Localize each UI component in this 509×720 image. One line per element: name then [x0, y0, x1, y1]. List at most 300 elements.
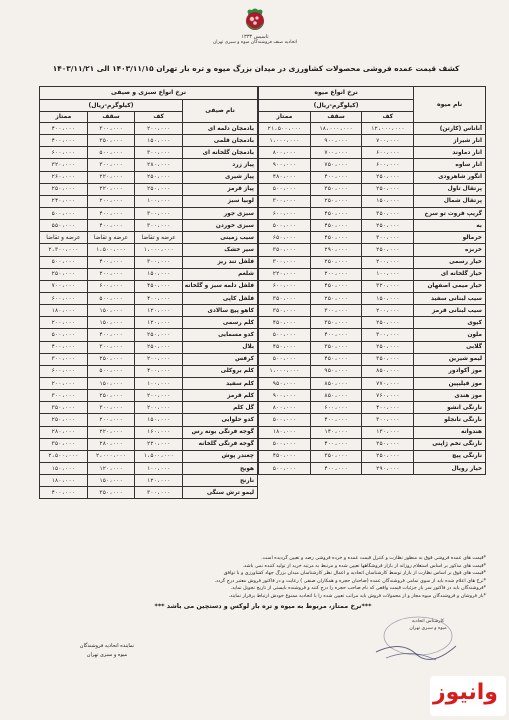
table-row [259, 414, 486, 426]
table-row [259, 147, 486, 159]
fruit-item-name: سیب لبنانی قرمز [414, 305, 486, 317]
fruit-price-premium: ۶۰۰،۰۰۰ [259, 207, 311, 219]
table-row [40, 292, 258, 304]
veg-price-premium: ۶۰۰،۰۰۰ [40, 365, 88, 377]
fruit-col-name-header: نام میوه [414, 87, 486, 123]
veg-price-premium: ۱۸۰،۰۰۰ [40, 475, 88, 487]
table-row [40, 171, 258, 183]
veg-price-premium: ۲۰۰،۰۰۰ [40, 377, 88, 389]
veg-item-name: سبزی جور [183, 207, 258, 219]
fruit-price-max: ۹۵۰،۰۰۰ [310, 365, 362, 377]
table-row [259, 232, 486, 244]
fruit-price-min: ۱۵۰،۰۰۰ [362, 195, 414, 207]
veg-price-max: ۱۵۰،۰۰۰ [87, 305, 135, 317]
table-row [40, 123, 258, 135]
veg-price-min: ۲۵۰،۰۰۰ [135, 341, 183, 353]
veg-price-max: ۳۰۰،۰۰۰ [87, 159, 135, 171]
fruit-price-premium: ۵۰۰،۰۰۰ [259, 414, 311, 426]
veg-price-max: ۱۵۰،۰۰۰ [87, 317, 135, 329]
veg-price-max: ۳۵۰،۰۰۰ [87, 135, 135, 147]
fruit-price-premium: ۳۰۰،۰۰۰ [259, 256, 311, 268]
fruit-price-max: ۲۵۰،۰۰۰ [310, 195, 362, 207]
veg-group-title: نرخ انواع سبزی و صیفی [40, 87, 258, 100]
table-row [259, 450, 486, 462]
table-row [40, 220, 258, 232]
table-row [40, 147, 258, 159]
fruit-price-min: ۴۰۰،۰۰۰ [362, 402, 414, 414]
veg-price-max: ۳۵۰،۰۰۰ [87, 487, 135, 499]
fruit-price-max: ۶۰۰،۰۰۰ [310, 402, 362, 414]
table-row [40, 402, 258, 414]
veg-item-name: بلال [183, 341, 258, 353]
fruit-item-name: انار ساوه [414, 159, 486, 171]
fruit-price-min: ۷۷۰،۰۰۰ [362, 377, 414, 389]
veg-price-min: ۱۵۰،۰۰۰ [135, 268, 183, 280]
veg-price-min: ۱۰۰،۰۰۰ [135, 377, 183, 389]
veg-price-max: ۲۵۰،۰۰۰ [87, 390, 135, 402]
logo-year: تاسیس ۱۳۳۳ [241, 34, 269, 40]
fruit-price-min: ۸۵۰،۰۰۰ [362, 365, 414, 377]
table-row [40, 195, 258, 207]
fruit-price-max: ۹۰۰،۰۰۰ [310, 135, 362, 147]
table-row [259, 329, 486, 341]
table-row [40, 377, 258, 389]
veg-item-name: چغندر پوش [183, 450, 258, 462]
veg-price-premium: ۳۲۰،۰۰۰ [40, 159, 88, 171]
veg-price-max: ۴۰۰،۰۰۰ [87, 256, 135, 268]
table-row [40, 462, 258, 474]
note-line: *فروشندگان باید در فاکتور سر بار جزئیات قیمت واقعی که نام صاحب حجره را درج کنند و فروشنده بایستی از تاریخ تحویل نماید. [230, 586, 486, 592]
table-row [259, 195, 486, 207]
veg-price-premium: ۲۵۰،۰۰۰ [40, 268, 88, 280]
vegetable-price-table [39, 86, 258, 499]
table-row [40, 207, 258, 219]
table-row [40, 475, 258, 487]
fruit-item-name: انار دماوند [414, 147, 486, 159]
fruit-price-max: ۴۵۰،۰۰۰ [310, 353, 362, 365]
veg-price-max: ۱۲۰،۰۰۰ [87, 462, 135, 474]
veg-price-min: ۲۰۰،۰۰۰ [135, 353, 183, 365]
veg-supply-demand-cell: عرضه و تقاضا [87, 232, 135, 244]
note-line: *قیمت های فوق بر اساس نظارت از بازار توسط کارشناسان اتحادیه و اعمال نظر کارشناسان میدان بزرگ جهاد کشاورزی و با توافق [223, 571, 486, 577]
fruit-price-max: ۴۰۰،۰۰۰ [310, 438, 362, 450]
representative-union: میوه و سبزی تهران [86, 652, 128, 658]
expert-title: کارشناس اتحادیه [411, 619, 445, 624]
fruit-price-min: ۳۵۰،۰۰۰ [362, 353, 414, 365]
fruit-item-name: پرتقال تاول [414, 183, 486, 195]
fruit-price-max: ۲۵۰،۰۰۰ [310, 292, 362, 304]
fruit-price-max: ۳۰۰،۰۰۰ [310, 305, 362, 317]
fruit-item-name: خیار گلخانه ای [414, 268, 486, 280]
veg-price-premium: ۲،۵۰۰،۰۰۰ [40, 450, 88, 462]
note-line: *نرخ های اعلام شده باید از سوی تمامی فروشندگان عمده (صاحبان حجره و همکاران صنفی ) رعایت و در فاکتور فروش معتبر درج گردد. [214, 578, 486, 584]
veg-price-premium: ۳۵۰،۰۰۰ [40, 402, 88, 414]
veg-price-min: ۳۰۰،۰۰۰ [135, 220, 183, 232]
veg-price-min: ۴۰۰،۰۰۰ [135, 292, 183, 304]
veg-price-premium: ۲۶۰،۰۰۰ [40, 171, 88, 183]
veg-price-min: ۱،۰۰۰،۰۰۰ [135, 244, 183, 256]
veg-price-premium: ۵۰۰،۰۰۰ [40, 329, 88, 341]
veg-price-min: ۲۸۰،۰۰۰ [135, 159, 183, 171]
fruit-price-max: ۴۵۰،۰۰۰ [310, 220, 362, 232]
union-logo [212, 4, 298, 62]
fruit-item-name: نارنگی پیچ [414, 450, 486, 462]
fruit-price-premium: ۲۱،۵۰۰،۰۰۰ [259, 123, 311, 135]
veg-price-max: ۴۰۰،۰۰۰ [87, 329, 135, 341]
fruit-price-max: ۴۰۰،۰۰۰ [310, 414, 362, 426]
veg-price-min: ۲۲۰،۰۰۰ [135, 438, 183, 450]
table-row [259, 402, 486, 414]
veg-price-min: ۳۰۰،۰۰۰ [135, 256, 183, 268]
veg-price-min: ۲۰۰،۰۰۰ [135, 123, 183, 135]
veg-price-premium: ۴۰۰،۰۰۰ [40, 487, 88, 499]
fruit-item-name: موز آکوادور [414, 365, 486, 377]
fruit-price-min: ۷۶۰،۰۰۰ [362, 390, 414, 402]
veg-item-name: گوجه فرنگی بوته رس [183, 426, 258, 438]
veg-item-name: فلفل دلمه سبز و گلخانه [183, 280, 258, 292]
table-row [259, 365, 486, 377]
veg-item-name: سیر خشک [183, 244, 258, 256]
fruit-price-min: ۱۰۰،۰۰۰ [362, 268, 414, 280]
table-row [40, 159, 258, 171]
table-row [259, 135, 486, 147]
veg-item-name: پیاز شیری [183, 171, 258, 183]
fruit-price-premium: ۳۵۰،۰۰۰ [259, 305, 311, 317]
veg-price-min: ۳۰۰،۰۰۰ [135, 147, 183, 159]
veg-item-name: کلم قرمز [183, 390, 258, 402]
table-row [259, 353, 486, 365]
veg-price-premium: ۳۰۰،۰۰۰ [40, 353, 88, 365]
fruit-price-max: ۲۵۰،۰۰۰ [310, 256, 362, 268]
fruit-item-name: انگور شاهرودی [414, 171, 486, 183]
fruit-price-premium: ۳۵۰،۰۰۰ [259, 292, 311, 304]
fruit-price-min: ۲۰۰،۰۰۰ [362, 305, 414, 317]
veg-price-min: ۲۰۰،۰۰۰ [135, 402, 183, 414]
fruit-price-min: ۳۰۰،۰۰۰ [362, 414, 414, 426]
veg-price-max: ۱،۵۰۰،۰۰۰ [87, 244, 135, 256]
veg-price-max: ۱۵۰،۰۰۰ [87, 377, 135, 389]
fruit-price-min: ۲۵۰،۰۰۰ [362, 244, 414, 256]
veg-supply-demand-cell: عرضه و تقاضا [135, 232, 183, 244]
fruit-col-max-header: سقف [310, 112, 362, 123]
veg-price-max: ۲۰۰،۰۰۰ [87, 414, 135, 426]
veg-item-name: فلفل کاپی [183, 292, 258, 304]
fruit-price-max: ۱۴۰،۰۰۰ [310, 426, 362, 438]
table-row [40, 280, 258, 292]
fruit-item-name: گلابی [414, 341, 486, 353]
veg-price-premium: ۷۰۰،۰۰۰ [40, 280, 88, 292]
fruit-price-min: ۲۵۰،۰۰۰ [362, 450, 414, 462]
fruit-price-max: ۸۵۰،۰۰۰ [310, 390, 362, 402]
veg-price-premium: ۲۵۰،۰۰۰ [40, 183, 88, 195]
veg-item-name: گل کلم [183, 402, 258, 414]
veg-item-name: سیب زمینی [183, 232, 258, 244]
fruit-price-max: ۴۰۰،۰۰۰ [310, 329, 362, 341]
veg-price-max: ۴۰۰،۰۰۰ [87, 207, 135, 219]
table-row [40, 256, 258, 268]
table-row [40, 414, 258, 426]
veg-price-min: ۲۵۰،۰۰۰ [135, 171, 183, 183]
notes-section [40, 555, 486, 601]
fruit-price-max: ۸۵۰،۰۰۰ [310, 377, 362, 389]
logo-union-name: اتحادیه صنف فروشندگان میوه و سبزی تهران [212, 40, 298, 45]
table-row [259, 183, 486, 195]
fruit-price-premium: ۵۰۰،۰۰۰ [259, 220, 311, 232]
veg-item-name: کدو مسمایی [183, 329, 258, 341]
fruit-price-min: ۲۵۰،۰۰۰ [362, 317, 414, 329]
pomegranate-logo-icon [240, 4, 270, 34]
table-row [259, 280, 486, 292]
table-row [259, 462, 486, 474]
veg-unit-label: (کیلوگرم-ریال) [40, 100, 183, 112]
fruit-price-max: ۳۵۰،۰۰۰ [310, 450, 362, 462]
fruit-price-min: ۳۰۰،۰۰۰ [362, 329, 414, 341]
table-row [40, 317, 258, 329]
veg-supply-demand-cell: عرضه و تقاضا [40, 232, 88, 244]
veg-price-max: ۲،۰۰۰،۰۰۰ [87, 450, 135, 462]
fruit-price-min: ۲۵۰،۰۰۰ [362, 183, 414, 195]
fruit-price-premium: ۴۵۰،۰۰۰ [259, 341, 311, 353]
veg-price-premium: ۵۰۰،۰۰۰ [40, 256, 88, 268]
veg-price-premium: ۶۰۰،۰۰۰ [40, 147, 88, 159]
fruit-price-premium: ۵۰۰،۰۰۰ [259, 353, 311, 365]
expert-signature [388, 618, 468, 632]
veg-price-premium: ۲۵۰،۰۰۰ [40, 414, 88, 426]
table-row [40, 450, 258, 462]
veg-item-name: بادمجان قلمی [183, 135, 258, 147]
table-row [259, 220, 486, 232]
veg-item-name: هویج [183, 462, 258, 474]
veg-price-min: ۱۰۰،۰۰۰ [135, 462, 183, 474]
table-row [40, 183, 258, 195]
fruit-price-min: ۶۰۰،۰۰۰ [362, 147, 414, 159]
fruit-item-name: خرمالو [414, 232, 486, 244]
veg-price-min: ۱،۵۰۰،۰۰۰ [135, 450, 183, 462]
fruit-item-name: خیار رسمی [414, 256, 486, 268]
fruit-price-max: ۲۰۰،۰۰۰ [310, 268, 362, 280]
fruit-price-min: ۶۰۰،۰۰۰ [362, 159, 414, 171]
fruit-price-min: ۳۵۰،۰۰۰ [362, 207, 414, 219]
fruit-price-premium: ۱،۰۰۰،۰۰۰ [259, 135, 311, 147]
veg-item-name: سبزی خوردن [183, 220, 258, 232]
fruit-price-max: ۴۰۰،۰۰۰ [310, 171, 362, 183]
table-row [259, 244, 486, 256]
veg-item-name: لیمو ترش سنگی [183, 487, 258, 499]
table-row [259, 256, 486, 268]
veg-item-name: کاهو پیچ سالادی [183, 305, 258, 317]
fruit-unit-label: (کیلوگرم-ریال) [259, 100, 414, 112]
table-row [259, 159, 486, 171]
table-row [40, 426, 258, 438]
fruit-price-premium: ۳۵۰،۰۰۰ [259, 244, 311, 256]
fruit-col-min-header: کف [362, 112, 414, 123]
veg-price-premium: ۵۰۰،۰۰۰ [40, 207, 88, 219]
table-row [259, 305, 486, 317]
veg-price-premium: ۲۸۰،۰۰۰ [40, 426, 88, 438]
veg-item-name: گوجه فرنگی گلخانه [183, 438, 258, 450]
table-row [40, 341, 258, 353]
note-line: *قیمت های عمده فروشی فوق به منظور نظارت و کنترل قیمت عمده و خرده فروشی رصد و تعیین گردیده است. [261, 556, 486, 561]
fruit-price-premium: ۵۰۰،۰۰۰ [259, 462, 311, 474]
veg-item-name: پیاز زرد [183, 159, 258, 171]
veg-price-max: ۲۰۰،۰۰۰ [87, 268, 135, 280]
premium-note: ***نرخ ممتاز، مربوط به میوه و تره بار لوکس و دستچین می باشد *** [154, 602, 372, 610]
veg-price-max: ۳۰۰،۰۰۰ [87, 123, 135, 135]
fruit-item-name: خربزه [414, 244, 486, 256]
fruit-item-name: لیمو شیرین [414, 353, 486, 365]
table-row [40, 305, 258, 317]
veg-col-min-header: کف [135, 112, 183, 123]
fruit-item-name: کیوی [414, 317, 486, 329]
fruit-item-name: سیب لبنانی سفید [414, 292, 486, 304]
fruit-item-name: نارنگی تخم ژاپنی [414, 438, 486, 450]
veg-price-max: ۳۰۰،۰۰۰ [87, 341, 135, 353]
table-row [40, 268, 258, 280]
veg-price-min: ۱۲۰،۰۰۰ [135, 305, 183, 317]
table-row [259, 438, 486, 450]
veg-price-max: ۵۰۰،۰۰۰ [87, 147, 135, 159]
veg-price-premium: ۲۴۰،۰۰۰ [40, 195, 88, 207]
watermark-text: وانیوز [433, 680, 498, 705]
veg-price-min: ۴۰۰،۰۰۰ [135, 365, 183, 377]
fruit-price-max: ۱۸،۰۰۰،۰۰۰ [310, 123, 362, 135]
table-row [259, 268, 486, 280]
fruit-item-name: پرتقال شمال [414, 195, 486, 207]
veg-price-max: ۶۰۰،۰۰۰ [87, 280, 135, 292]
fruit-price-min: ۲۵۰،۰۰۰ [362, 341, 414, 353]
fruit-price-premium: ۲۲۰،۰۰۰ [259, 268, 311, 280]
veg-price-premium: ۳۰۰،۰۰۰ [40, 390, 88, 402]
table-row [259, 426, 486, 438]
fruit-price-premium: ۹۰۰،۰۰۰ [259, 390, 311, 402]
fruit-price-premium: ۹۵۰،۰۰۰ [259, 377, 311, 389]
fruit-price-min: ۳۰۰،۰۰۰ [362, 232, 414, 244]
fruit-price-max: ۳۵۰،۰۰۰ [310, 317, 362, 329]
veg-item-name: نارنج [183, 475, 258, 487]
veg-price-min: ۲۰۰،۰۰۰ [135, 390, 183, 402]
table-row [259, 207, 486, 219]
veg-price-premium: ۶۰۰،۰۰۰ [40, 292, 88, 304]
fruit-price-premium: ۵۰۰،۰۰۰ [259, 329, 311, 341]
fruit-price-max: ۳۵۰،۰۰۰ [310, 183, 362, 195]
table-row [259, 390, 486, 402]
fruit-price-max: ۷۵۰،۰۰۰ [310, 159, 362, 171]
veg-price-premium: ۴۰۰،۰۰۰ [40, 123, 88, 135]
fruit-item-name: خیار رویال [414, 462, 486, 474]
veg-item-name: پیاز قرمز [183, 183, 258, 195]
fruit-price-premium: ۴۸۰،۰۰۰ [259, 171, 311, 183]
fruit-price-max: ۴۵۰،۰۰۰ [310, 280, 362, 292]
table-row [40, 135, 258, 147]
veg-item-name: کلم رسمی [183, 317, 258, 329]
veg-item-name: لوبیا سبز [183, 195, 258, 207]
table-row [40, 390, 258, 402]
table-row [40, 329, 258, 341]
table-row [40, 232, 258, 244]
veg-price-premium: ۱۸۰،۰۰۰ [40, 305, 88, 317]
veg-price-min: ۱۰۰،۰۰۰ [135, 195, 183, 207]
veg-price-premium: ۴۰۰،۰۰۰ [40, 341, 88, 353]
veg-price-max: ۲۲۰،۰۰۰ [87, 183, 135, 195]
veg-price-min: ۲۵۰،۰۰۰ [135, 183, 183, 195]
fruit-item-name: خیار میمی اصفهان [414, 280, 486, 292]
table-row [40, 353, 258, 365]
veg-price-min: ۲۵۰،۰۰۰ [135, 329, 183, 341]
veg-item-name: کلم بروکلی [183, 365, 258, 377]
fruit-price-max: ۴۰۰،۰۰۰ [310, 462, 362, 474]
fruit-item-name: گریپ فروت تو سرخ [414, 207, 486, 219]
veg-col-premium-header: ممتاز [40, 112, 88, 123]
fruit-price-premium: ۶۰۰،۰۰۰ [259, 280, 311, 292]
fruit-price-premium: ۵۰۰،۰۰۰ [259, 183, 311, 195]
fruit-price-premium: ۸۰۰،۰۰۰ [259, 402, 311, 414]
news-watermark [430, 676, 506, 716]
veg-price-premium: ۲۰۰،۰۰۰ [40, 317, 88, 329]
veg-price-premium: ۲،۳۰۰،۰۰۰ [40, 244, 88, 256]
veg-price-max: ۲۵۰،۰۰۰ [87, 353, 135, 365]
table-row [40, 438, 258, 450]
table-row [259, 171, 486, 183]
table-row [40, 365, 258, 377]
veg-price-max: ۲۸۰،۰۰۰ [87, 438, 135, 450]
expert-union: میوه و سبزی تهران [409, 626, 447, 631]
table-row [259, 377, 486, 389]
veg-price-premium: ۱۵۰،۰۰۰ [40, 462, 88, 474]
veg-price-max: ۴۰۰،۰۰۰ [87, 220, 135, 232]
fruit-price-min: ۱۲،۰۰۰،۰۰۰ [362, 123, 414, 135]
fruit-price-min: ۱۳۰،۰۰۰ [362, 426, 414, 438]
fruit-price-min: ۲۵۰،۰۰۰ [362, 438, 414, 450]
note-line: *قیمت های مذکور بر اساس استعلام روزانه از بازار فروشگاهها تعیین شده و مرتبط به مرتبه خرید از تولید کننده نمی باشد. [242, 563, 486, 569]
fruit-price-premium: ۶۵۰،۰۰۰ [259, 232, 311, 244]
table-row [40, 244, 258, 256]
fruit-price-max: ۴۵۰،۰۰۰ [310, 207, 362, 219]
fruit-item-name: نارنگی انشو [414, 402, 486, 414]
union-representative-signature [62, 642, 152, 660]
veg-price-min: ۱۶۰،۰۰۰ [135, 426, 183, 438]
fruit-price-premium: ۴۵۰،۰۰۰ [259, 317, 311, 329]
fruit-item-name: هندوانه [414, 426, 486, 438]
fruit-group-title: نرخ انواع میوه [259, 87, 414, 100]
veg-price-premium: ۴۰۰،۰۰۰ [40, 135, 88, 147]
fruit-price-premium: ۵۰۰،۰۰۰ [259, 438, 311, 450]
representative-title: نماینده اتحادیه فروشندگان [79, 643, 135, 649]
fruit-col-premium-header: ممتاز [259, 112, 311, 123]
fruit-price-min: ۷۰۰،۰۰۰ [362, 135, 414, 147]
veg-price-min: ۱۵۰،۰۰۰ [135, 414, 183, 426]
veg-item-name: بادمجان دلمه ای [183, 123, 258, 135]
veg-item-name: شلغم [183, 268, 258, 280]
fruit-price-premium: ۱،۰۰۰،۰۰۰ [259, 365, 311, 377]
fruit-price-premium: ۹۰۰،۰۰۰ [259, 159, 311, 171]
veg-item-name: فلفل تند ریز [183, 256, 258, 268]
veg-col-name-header: نام صیفی [183, 100, 258, 123]
veg-price-premium: ۳۵۰،۰۰۰ [40, 438, 88, 450]
veg-col-max-header: سقف [87, 112, 135, 123]
fruit-item-name: ملون [414, 329, 486, 341]
veg-price-max: ۲۲۰،۰۰۰ [87, 426, 135, 438]
fruit-item-name: موز هندی [414, 390, 486, 402]
fruit-price-table [258, 86, 486, 475]
veg-price-max: ۲۰۰،۰۰۰ [87, 195, 135, 207]
fruit-price-min: ۲۵۰،۰۰۰ [362, 171, 414, 183]
fruit-price-max: ۷۰۰،۰۰۰ [310, 147, 362, 159]
veg-price-min: ۳۰۰،۰۰۰ [135, 487, 183, 499]
veg-price-min: ۳۰۰،۰۰۰ [135, 207, 183, 219]
fruit-item-name: به [414, 220, 486, 232]
table-row [259, 123, 486, 135]
fruit-price-min: ۲۹۰،۰۰۰ [362, 462, 414, 474]
